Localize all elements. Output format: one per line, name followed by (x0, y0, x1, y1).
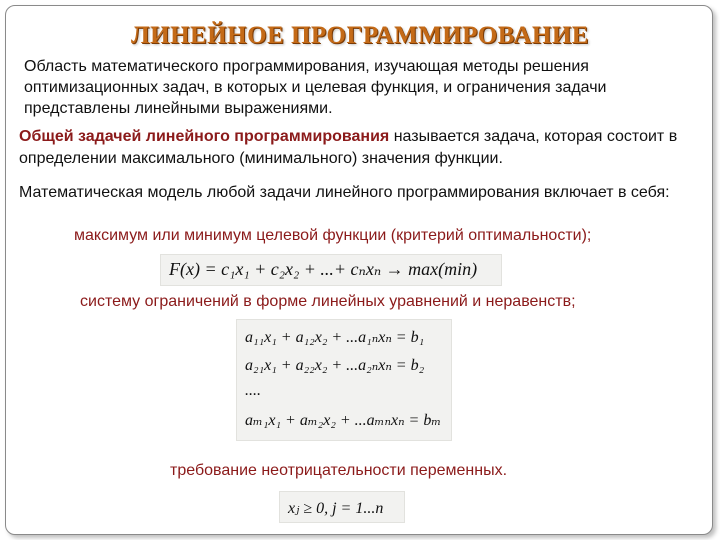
definition-paragraph (19, 126, 709, 170)
nonnegativity-formula (279, 491, 405, 523)
model-intro-paragraph: Математическая модель любой задачи линейного программирования включает в себя: (19, 184, 670, 201)
nonnegativity-formula-text: xⱼ ≥ 0, j = 1...n (288, 500, 384, 517)
constraint-row-2: a₂₁x₁ + a₂₂x₂ + ...a₂ₙxₙ = b₂ (245, 357, 425, 374)
nonnegativity-item: требование неотрицательности переменных. (170, 462, 508, 479)
constraint-row-ellipsis: .... (245, 382, 261, 399)
slide-title: ЛИНЕЙНОЕ ПРОГРАММИРОВАНИЕ (131, 22, 589, 49)
objective-item: максимум или минимум целевой функции (критерий оптимальности); (74, 227, 592, 244)
constraint-row-1: a₁₁x₁ + a₁₂x₂ + ...a₁ₙxₙ = b₁ (245, 329, 425, 346)
definition-text: называется задача, которая состоит в определении максимального (минимального) значения функции. (19, 128, 678, 167)
constraint-row-m: aₘ₁x₁ + aₘ₂x₂ + ...aₘₙxₙ = bₘ (245, 412, 442, 429)
constraints-formula (236, 319, 452, 441)
constraints-item: систему ограничений в форме линейных уравнений и неравенств; (80, 293, 576, 310)
definition-term: Общей задачей линейного программирования (19, 128, 390, 145)
objective-formula (160, 254, 502, 286)
intro-paragraph: Область математического программирования, изучающая методы решения оптимизационных задач, в которых и целевая функция, и ограничения задачи представлены линейными выражениями. (24, 58, 607, 117)
objective-formula-text: F(x) = c₁x₁ + c₂x₂ + ...+ cₙxₙ → max(min) (169, 259, 478, 279)
